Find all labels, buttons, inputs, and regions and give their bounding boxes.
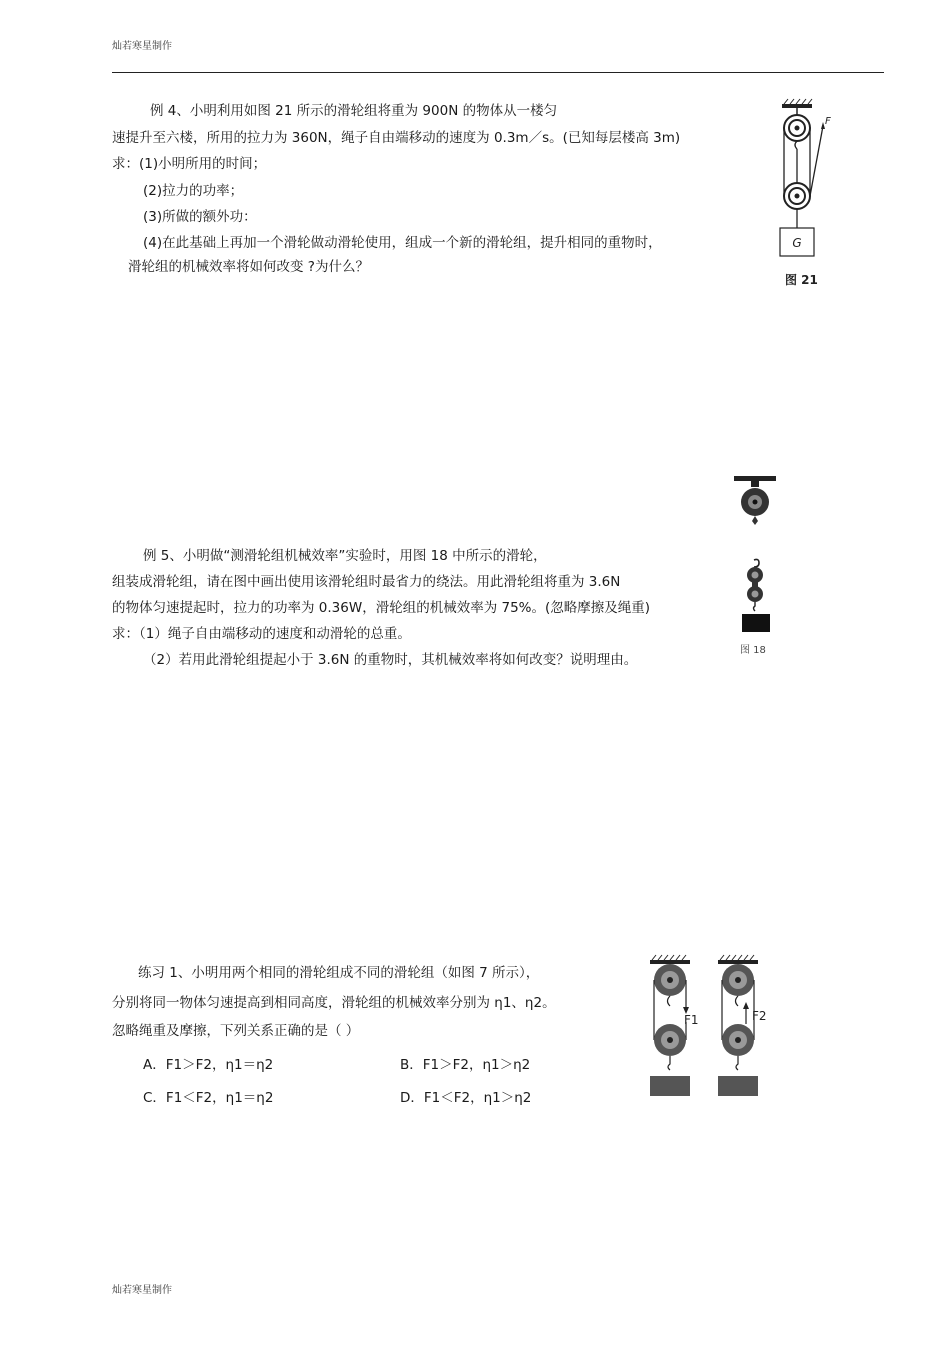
figure-21-weight-label: G xyxy=(792,236,802,250)
example-5-line-2: 组装成滑轮组，请在图中画出使用该滑轮组时最省力的绕法。用此滑轮组将重为 3.6N xyxy=(112,574,621,590)
example-5-question-2: （2）若用此滑轮组提起小于 3.6N 的重物时，其机械效率将如何改变？说明理由。 xyxy=(143,652,638,668)
figure-7-label-f2: F2 xyxy=(752,1009,767,1023)
page-header: 灿若寒星制作 xyxy=(112,41,172,52)
option-d[interactable]: D．F1＜F2，η1＞η2 xyxy=(400,1090,532,1106)
figure-21-force-label: F xyxy=(825,116,831,127)
example-4-line-2: 速提升至六楼，所用的拉力为 360N，绳子自由端移动的速度为 0.3m／s。(已知每层楼高 3m) xyxy=(112,130,681,146)
example-4-question-4a: (4)在此基础上再加一个滑轮做动滑轮使用，组成一个新的滑轮组，提升相同的重物时， xyxy=(143,235,662,251)
exercise-1-line-2: 分别将同一物体匀速提高到相同高度，滑轮组的机械效率分别为 η1、η2。 xyxy=(112,995,556,1011)
figure-21-caption: 图 21 xyxy=(785,273,818,287)
option-b[interactable]: B．F1＞F2，η1＞η2 xyxy=(400,1057,531,1073)
exercise-1-line-1: 练习 1、小明用两个相同的滑轮组成不同的滑轮组（如图 7 所示）， xyxy=(138,965,540,981)
example-4-question-1: 求：(1)小明所用的时间； xyxy=(112,156,267,172)
figure-21-pulley-diagram xyxy=(770,98,840,294)
example-4-line-1: 例 4、小明利用如图 21 所示的滑轮组将重为 900N 的物体从一楼匀 xyxy=(150,103,558,119)
exercise-1-line-3: 忽略绳重及摩擦，下列关系正确的是（ ） xyxy=(112,1023,360,1039)
page-footer: 灿若寒星制作 xyxy=(112,1285,172,1296)
figure-18-movable-pulleys xyxy=(736,558,782,658)
example-5-line-1: 例 5、小明做“测滑轮组机械效率”实验时，用图 18 中所示的滑轮， xyxy=(143,548,547,564)
example-5-line-3: 的物体匀速提起时，拉力的功率为 0.36W，滑轮组的机械效率为 75%。(忽略摩擦及绳重) xyxy=(112,600,651,616)
example-4-question-4b: 滑轮组的机械效率将如何改变 ?为什么？ xyxy=(128,259,369,275)
figure-18-caption: 图 18 xyxy=(740,645,766,656)
example-5-question-1: 求：（1）绳子自由端移动的速度和动滑轮的总重。 xyxy=(112,626,411,642)
figure-7-label-f1: F1 xyxy=(684,1013,699,1027)
example-4-question-2: (2)拉力的功率； xyxy=(143,183,244,199)
example-4-question-3: (3)所做的额外功： xyxy=(143,209,257,225)
figure-18-fixed-pulley xyxy=(730,472,780,530)
header-rule xyxy=(112,72,884,73)
option-c[interactable]: C．F1＜F2，η1＝η2 xyxy=(143,1090,274,1106)
figure-7-pulley-systems xyxy=(640,952,780,1102)
option-a[interactable]: A．F1＞F2，η1＝η2 xyxy=(143,1057,274,1073)
